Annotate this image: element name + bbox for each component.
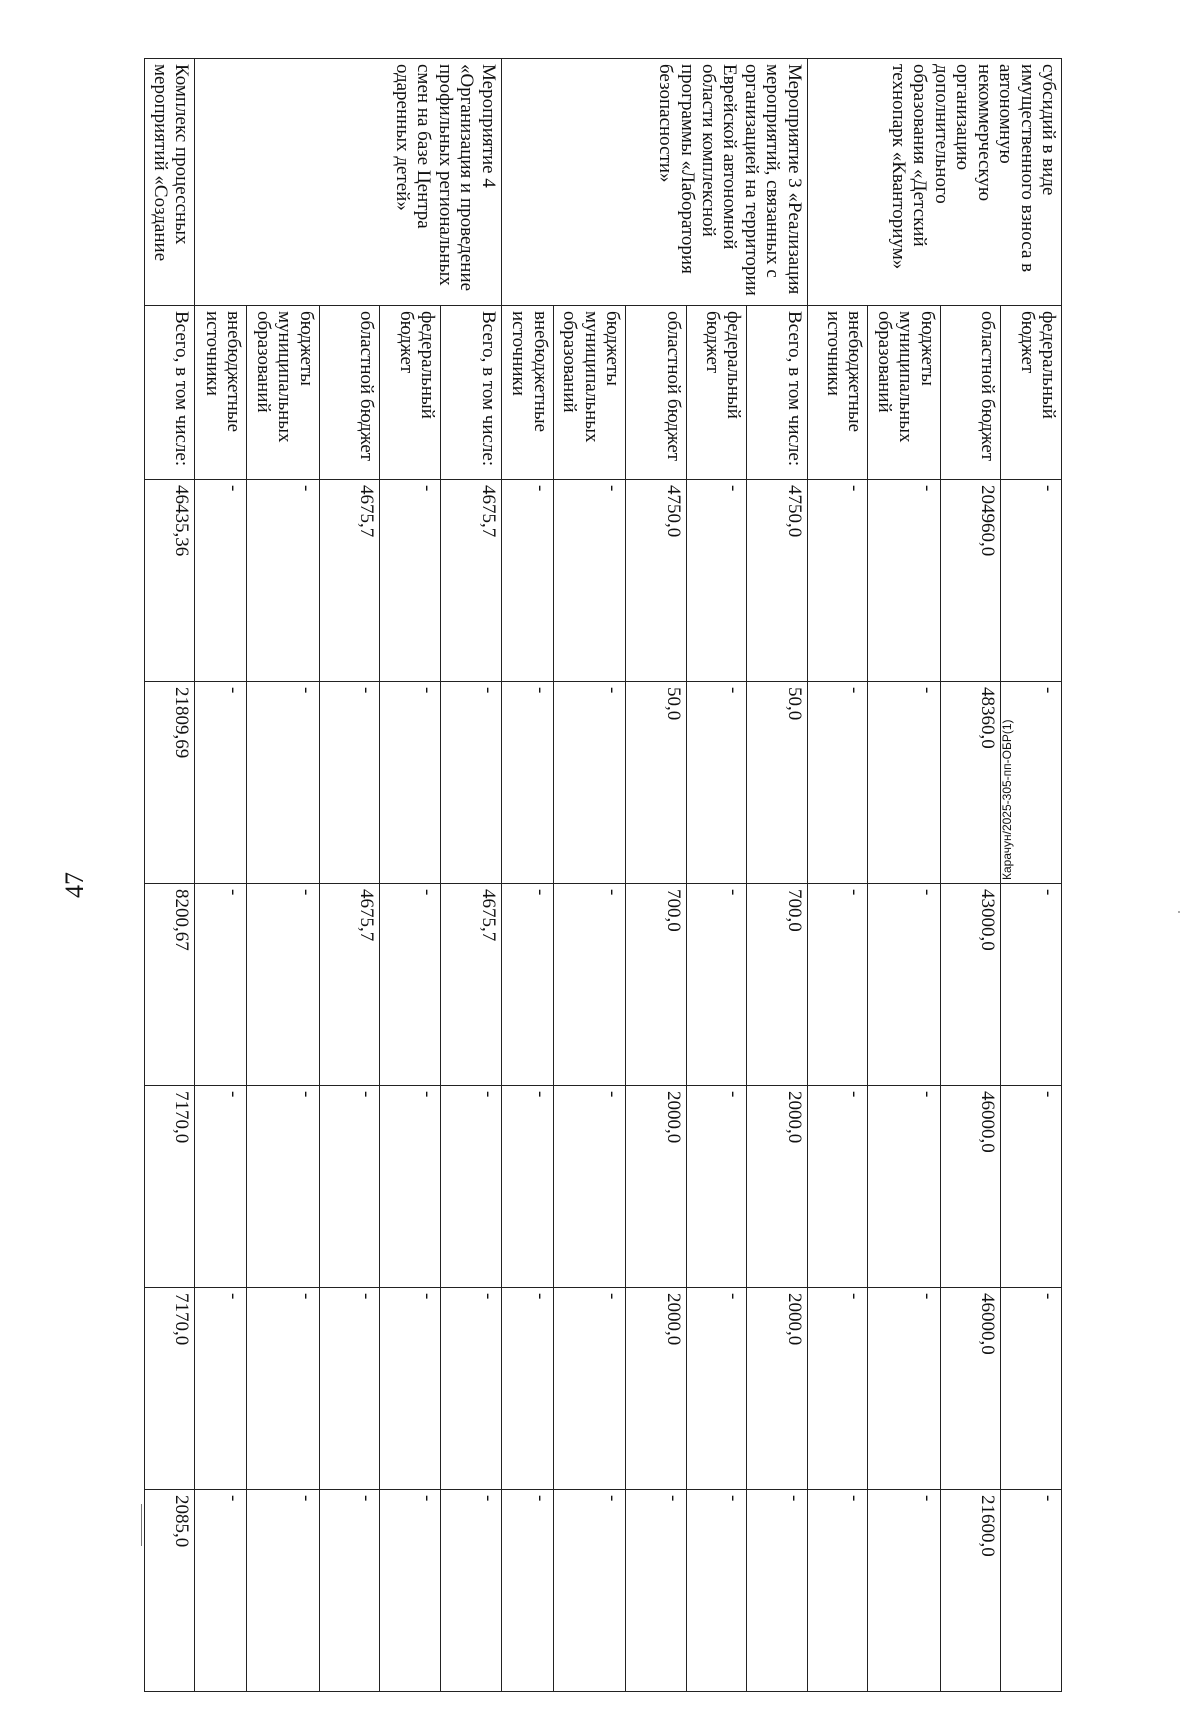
value-cell: 2000,0	[626, 1086, 687, 1288]
value-cell: 46435,36	[145, 480, 195, 682]
value-cell: 46000,0	[940, 1086, 1001, 1288]
value-cell: -	[501, 1086, 553, 1288]
value-cell: -	[553, 1288, 625, 1490]
value-cell: -	[380, 682, 441, 884]
value-cell: -	[1001, 1490, 1062, 1692]
page-number: 47	[60, 872, 89, 898]
value-cell: -	[319, 1490, 380, 1692]
value-cell: -	[441, 1288, 502, 1490]
value-cell: -	[553, 1086, 625, 1288]
value-cell: 2085,0	[145, 1490, 195, 1692]
value-cell: -	[319, 1288, 380, 1490]
value-cell: -	[1001, 1086, 1062, 1288]
event-cell: Комплекс процессных мероприятий «Создание	[145, 59, 195, 306]
value-cell: -	[195, 1288, 247, 1490]
funding-source-cell: федеральный бюджет	[686, 306, 747, 480]
value-cell: 2000,0	[747, 1288, 808, 1490]
value-cell: -	[868, 1490, 940, 1692]
value-cell: -	[319, 682, 380, 884]
funding-source-cell: бюджеты муниципальных образований	[553, 306, 625, 480]
value-cell: 700,0	[747, 884, 808, 1086]
value-cell: 8200,67	[145, 884, 195, 1086]
event-cell: субсидий в виде имущественного взноса в автономную некоммерческую организацию дополнительного образования «Детский технопарк «Кванториум»	[807, 59, 1061, 306]
scan-speck	[1178, 911, 1180, 913]
value-cell: 4675,7	[441, 884, 502, 1086]
funding-source-cell: областной бюджет	[319, 306, 380, 480]
table-row	[145, 59, 195, 1692]
value-cell: -	[247, 1288, 319, 1490]
value-cell: -	[501, 1288, 553, 1490]
value-cell: -	[1001, 1288, 1062, 1490]
value-cell: -	[247, 480, 319, 682]
value-cell: 50,0	[626, 682, 687, 884]
value-cell: -	[686, 682, 747, 884]
value-cell: 43000,0	[940, 884, 1001, 1086]
value-cell: -	[501, 480, 553, 682]
value-cell: -	[868, 1086, 940, 1288]
value-cell: -	[501, 682, 553, 884]
value-cell: 50,0	[747, 682, 808, 884]
value-cell: -	[807, 1490, 868, 1692]
funding-source-cell: внебюджетные источники	[807, 306, 868, 480]
funding-source-cell: федеральный бюджет	[1001, 306, 1062, 480]
value-cell: 7170,0	[145, 1086, 195, 1288]
value-cell: -	[868, 480, 940, 682]
value-cell: -	[686, 1086, 747, 1288]
value-cell: -	[195, 1086, 247, 1288]
value-cell: 46000,0	[940, 1288, 1001, 1490]
value-cell: -	[380, 1490, 441, 1692]
value-cell: -	[247, 884, 319, 1086]
value-cell: -	[441, 1086, 502, 1288]
value-cell: 4750,0	[747, 480, 808, 682]
value-cell: -	[247, 1086, 319, 1288]
value-cell: 4675,7	[441, 480, 502, 682]
value-cell: -	[686, 480, 747, 682]
value-cell: -	[747, 1490, 808, 1692]
value-cell: -	[195, 480, 247, 682]
value-cell: 700,0	[626, 884, 687, 1086]
value-cell: 7170,0	[145, 1288, 195, 1490]
funding-source-cell: Всего, в том числе:	[747, 306, 808, 480]
value-cell: -	[380, 480, 441, 682]
value-cell: 21809,69	[145, 682, 195, 884]
value-cell: -	[1001, 884, 1062, 1086]
value-cell: -	[1001, 682, 1062, 884]
value-cell: -	[1001, 480, 1062, 682]
value-cell: -	[868, 682, 940, 884]
funding-source-cell: Всего, в том числе:	[441, 306, 502, 480]
value-cell: -	[868, 1288, 940, 1490]
value-cell: -	[380, 1086, 441, 1288]
value-cell: -	[380, 884, 441, 1086]
value-cell: -	[686, 1490, 747, 1692]
value-cell: -	[807, 682, 868, 884]
event-cell: Мероприятие 4 «Организация и проведение профильных региональных смен на базе Центра одаренных детей»	[195, 59, 501, 306]
funding-source-cell: бюджеты муниципальных образований	[247, 306, 319, 480]
value-cell: -	[807, 1288, 868, 1490]
value-cell: -	[807, 884, 868, 1086]
value-cell: -	[441, 1490, 502, 1692]
value-cell: -	[553, 480, 625, 682]
funding-source-cell: внебюджетные источники	[195, 306, 247, 480]
value-cell: -	[553, 682, 625, 884]
value-cell: -	[247, 1490, 319, 1692]
scan-artifact	[141, 1504, 142, 1546]
value-cell: -	[247, 682, 319, 884]
table-row	[441, 59, 502, 1692]
funding-source-cell: внебюджетные источники	[501, 306, 553, 480]
funding-source-cell: областной бюджет	[626, 306, 687, 480]
value-cell: 4675,7	[319, 480, 380, 682]
value-cell: -	[807, 480, 868, 682]
value-cell: -	[626, 1490, 687, 1692]
value-cell: -	[868, 884, 940, 1086]
value-cell: -	[501, 884, 553, 1086]
value-cell: -	[501, 1490, 553, 1692]
event-cell: Мероприятие 3 «Реализация мероприятий, связанных с организацией на территории Еврейской автономной области комплексной программы «Лаборатория безопасности»	[501, 59, 807, 306]
value-cell: 4750,0	[626, 480, 687, 682]
value-cell: -	[441, 682, 502, 884]
rotated-table-container	[144, 58, 1062, 1692]
value-cell: -	[195, 884, 247, 1086]
value-cell: -	[807, 1086, 868, 1288]
funding-source-cell: федеральный бюджет	[380, 306, 441, 480]
value-cell: -	[380, 1288, 441, 1490]
funding-source-cell: областной бюджет	[940, 306, 1001, 480]
value-cell: -	[319, 1086, 380, 1288]
value-cell: 2000,0	[626, 1288, 687, 1490]
value-cell: 2000,0	[747, 1086, 808, 1288]
value-cell: 21600,0	[940, 1490, 1001, 1692]
value-cell: 204960,0	[940, 480, 1001, 682]
table-row	[747, 59, 808, 1692]
budget-table-body	[145, 59, 1062, 1692]
value-cell: -	[553, 1490, 625, 1692]
value-cell: -	[195, 1490, 247, 1692]
value-cell: -	[686, 884, 747, 1086]
value-cell: 48360,0	[940, 682, 1001, 884]
value-cell: -	[553, 884, 625, 1086]
value-cell: -	[686, 1288, 747, 1490]
funding-source-cell: бюджеты муниципальных образований	[868, 306, 940, 480]
value-cell: 4675,7	[319, 884, 380, 1086]
value-cell: -	[195, 682, 247, 884]
footer-document-code: Карачун/2025-305-пп-ОБР(1)	[1000, 719, 1014, 880]
funding-source-cell: Всего, в том числе:	[145, 306, 195, 480]
budget-table	[144, 58, 1062, 1692]
